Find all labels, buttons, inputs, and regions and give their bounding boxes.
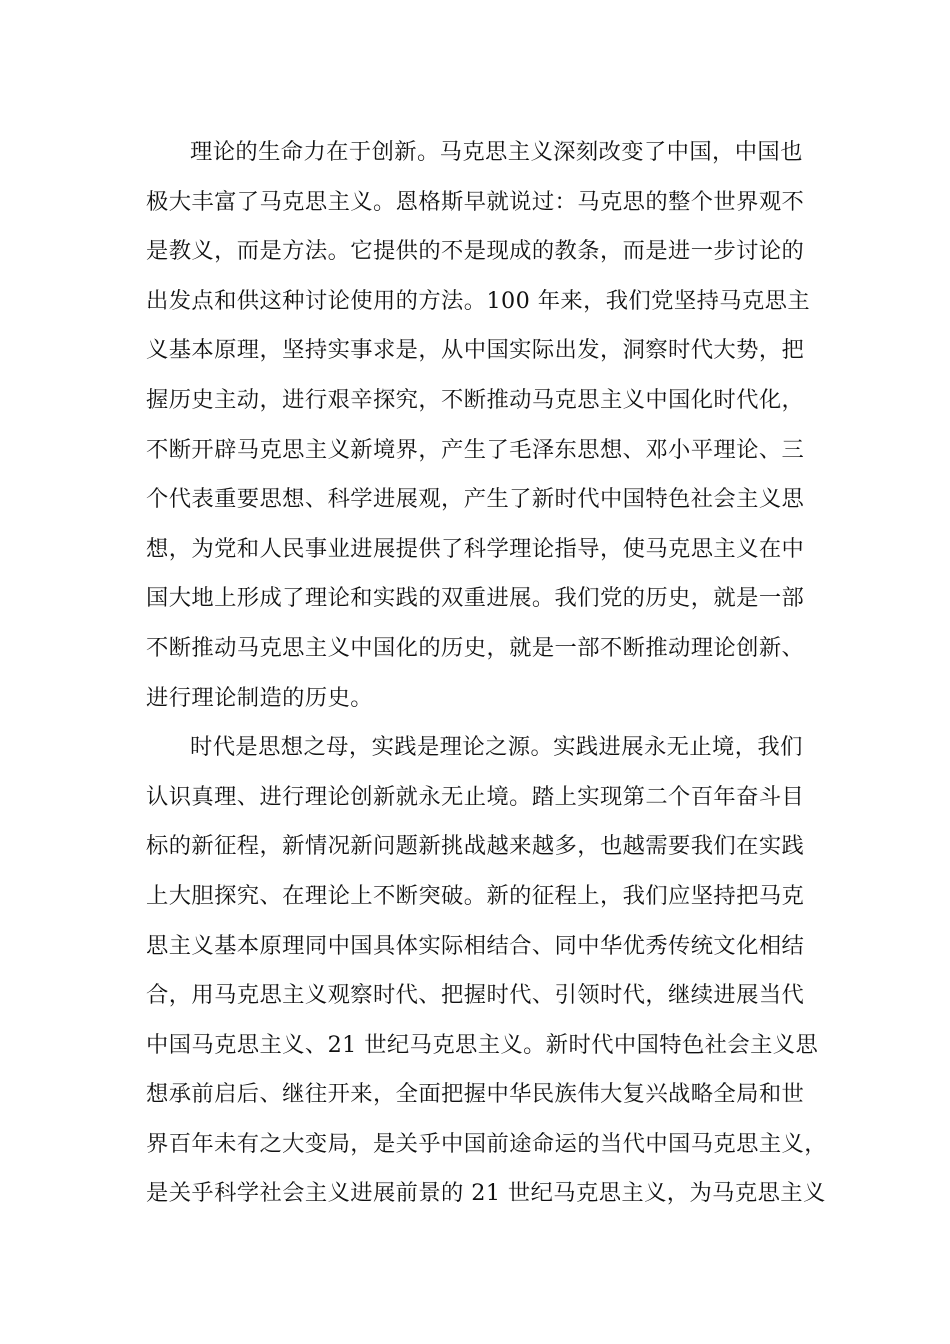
paragraph-line: 握历史主动，进行艰辛探究，不断推动马克思主义中国化时代化， <box>146 386 805 413</box>
paragraph-line: 合，用马克思主义观察时代、把握时代、引领时代，继续进展当代 <box>146 982 805 1009</box>
paragraph-line: 思主义基本原理同中国具体实际相结合、同中华优秀传统文化相结 <box>146 932 805 959</box>
paragraph-line: 上大胆探究、在理论上不断突破。新的征程上，我们应坚持把马克 <box>146 882 805 909</box>
paragraph-line: 认识真理、进行理论创新就永无止境。踏上实现第二个百年奋斗目 <box>146 783 805 810</box>
paragraph-line: 想，为党和人民事业进展提供了科学理论指导，使马克思主义在中 <box>146 535 805 562</box>
paragraph-line: 是关乎科学社会主义进展前景的 21 世纪马克思主义，为马克思主义 <box>146 1180 826 1207</box>
paragraph-line: 中国马克思主义、21 世纪马克思主义。新时代中国特色社会主义思 <box>146 1031 819 1058</box>
paragraph-line: 不断推动马克思主义中国化的历史，就是一部不断推动理论创新、 <box>146 634 805 661</box>
paragraph-line: 进行理论制造的历史。 <box>146 684 373 711</box>
paragraph-line: 义基本原理，坚持实事求是，从中国实际出发，洞察时代大势，把 <box>146 337 805 364</box>
paragraph-line: 时代是思想之母，实践是理论之源。实践进展永无止境，我们 <box>190 734 803 761</box>
paragraph-line: 不断开辟马克思主义新境界，产生了毛泽东思想、邓小平理论、三 <box>146 436 805 463</box>
paragraph-line: 理论的生命力在于创新。马克思主义深刻改变了中国，中国也 <box>190 139 803 165</box>
paragraph-line: 出发点和供这种讨论使用的方法。100 年来，我们党坚持马克思主 <box>146 287 811 314</box>
paragraph-line: 标的新征程，新情况新问题新挑战越来越多，也越需要我们在实践 <box>146 833 805 860</box>
paragraph-line: 极大丰富了马克思主义。恩格斯早就说过：马克思的整个世界观不 <box>146 188 805 215</box>
paragraph-1 <box>146 128 816 723</box>
paragraph-line: 个代表重要思想、科学进展观，产生了新时代中国特色社会主义思 <box>146 486 805 513</box>
paragraph-line: 界百年未有之大变局，是关乎中国前途命运的当代中国马克思主义， <box>146 1130 827 1157</box>
document-body <box>146 128 827 1219</box>
paragraph-2 <box>146 723 827 1219</box>
paragraph-line: 国大地上形成了理论和实践的双重进展。我们党的历史，就是一部 <box>146 585 805 612</box>
paragraph-line: 想承前启后、继往开来，全面把握中华民族伟大复兴战略全局和世 <box>146 1081 805 1108</box>
paragraph-line: 是教义，而是方法。它提供的不是现成的教条，而是进一步讨论的 <box>146 238 805 265</box>
